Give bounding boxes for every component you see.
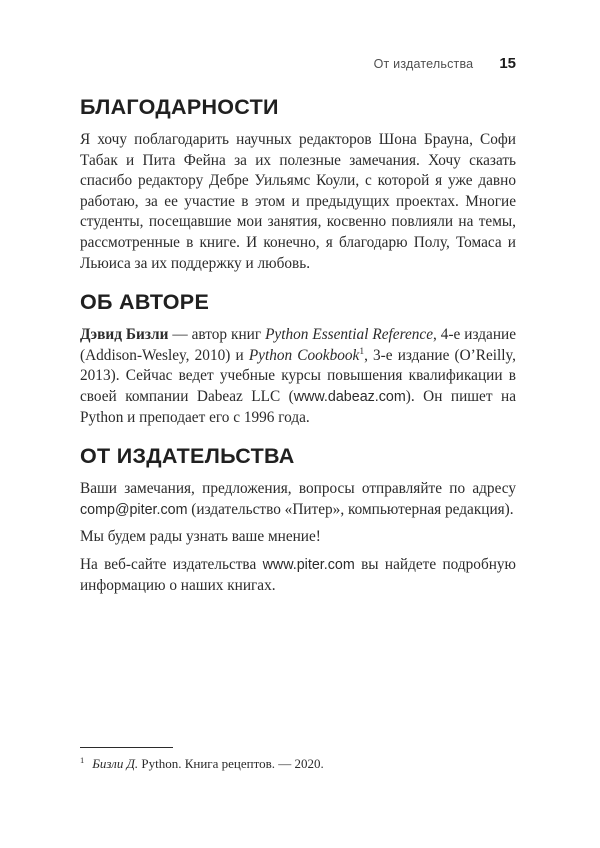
paragraph <box>80 325 516 428</box>
text-run: Python. Книга рецептов. — 2020. <box>138 756 324 771</box>
paragraph <box>80 555 516 596</box>
text-run-author-name: Дэвид Бизли <box>80 326 169 344</box>
text-run-email: comp@piter.com <box>80 501 188 518</box>
text-run: , 3-е издание (O’Reilly, 2013). Сейчас ведет учебные курсы повышения квалификации в своей компании Dabeaz LLC ( <box>80 346 516 405</box>
paragraph <box>80 130 516 274</box>
text-run: Я хочу поблагодарить научных редакторов Шона Брауна, Софи Табак и Пита Фейна за их полезные замечания. Хочу сказать спасибо редактору Дебре Уильямс Коули, с которой я уже давно работаю, за ее участие в этом и предыдущих проектах. Многие студенты, посещавшие мои занятия, косвенно повлияли на темы, рассмотренные в книге. И конечно, я благодарю Полу, Томаса и Льюиса за их поддержку и любовь. <box>80 131 516 272</box>
page-number: 15 <box>499 55 516 72</box>
text-run: вы найдете подробную информацию о наших книгах. <box>80 555 516 594</box>
text-run: На веб-сайте издательства <box>80 555 263 573</box>
section-acknowledgments <box>80 95 516 274</box>
running-header <box>80 55 516 72</box>
text-run-url: www.piter.com <box>262 556 355 573</box>
text-run: (издательство «Питер», компьютерная редакция). <box>187 500 514 518</box>
section-heading-about-author: ОБ АВТОРЕ <box>80 290 210 315</box>
footnote-reference-marker: 1 <box>359 346 365 357</box>
page-content <box>80 95 516 603</box>
paragraph <box>80 479 516 520</box>
text-run: — автор книг <box>168 326 266 344</box>
text-run-footnote-author: Бизли Д. <box>92 756 139 771</box>
section-heading-from-publisher: ОТ ИЗДАТЕЛЬСТВА <box>80 444 295 469</box>
footnote-divider-rule <box>80 747 173 748</box>
paragraph <box>80 527 516 548</box>
text-run: , 4-е издание (Addison-Wesley, 2010) и <box>80 326 516 364</box>
section-from-publisher <box>80 444 516 596</box>
footnote <box>80 747 516 772</box>
text-run-book-title: Python Cookbook <box>248 346 360 364</box>
section-heading-acknowledgments: БЛАГОДАРНОСТИ <box>80 95 279 119</box>
footnote-marker: 1 <box>80 754 85 765</box>
text-run-url: www.dabeaz.com <box>293 388 406 405</box>
text-run: ). Он пишет на Python и преподает его с 1996 года. <box>80 387 516 426</box>
text-run: Ваши замечания, предложения, вопросы отправляйте по адресу <box>80 480 516 498</box>
running-title: От издательства <box>373 57 474 71</box>
text-run: Мы будем рады узнать ваше мнение! <box>80 528 321 546</box>
section-about-author <box>80 290 516 428</box>
text-run-book-title: Python Essential Reference <box>265 326 433 344</box>
footnote-text <box>80 755 516 772</box>
